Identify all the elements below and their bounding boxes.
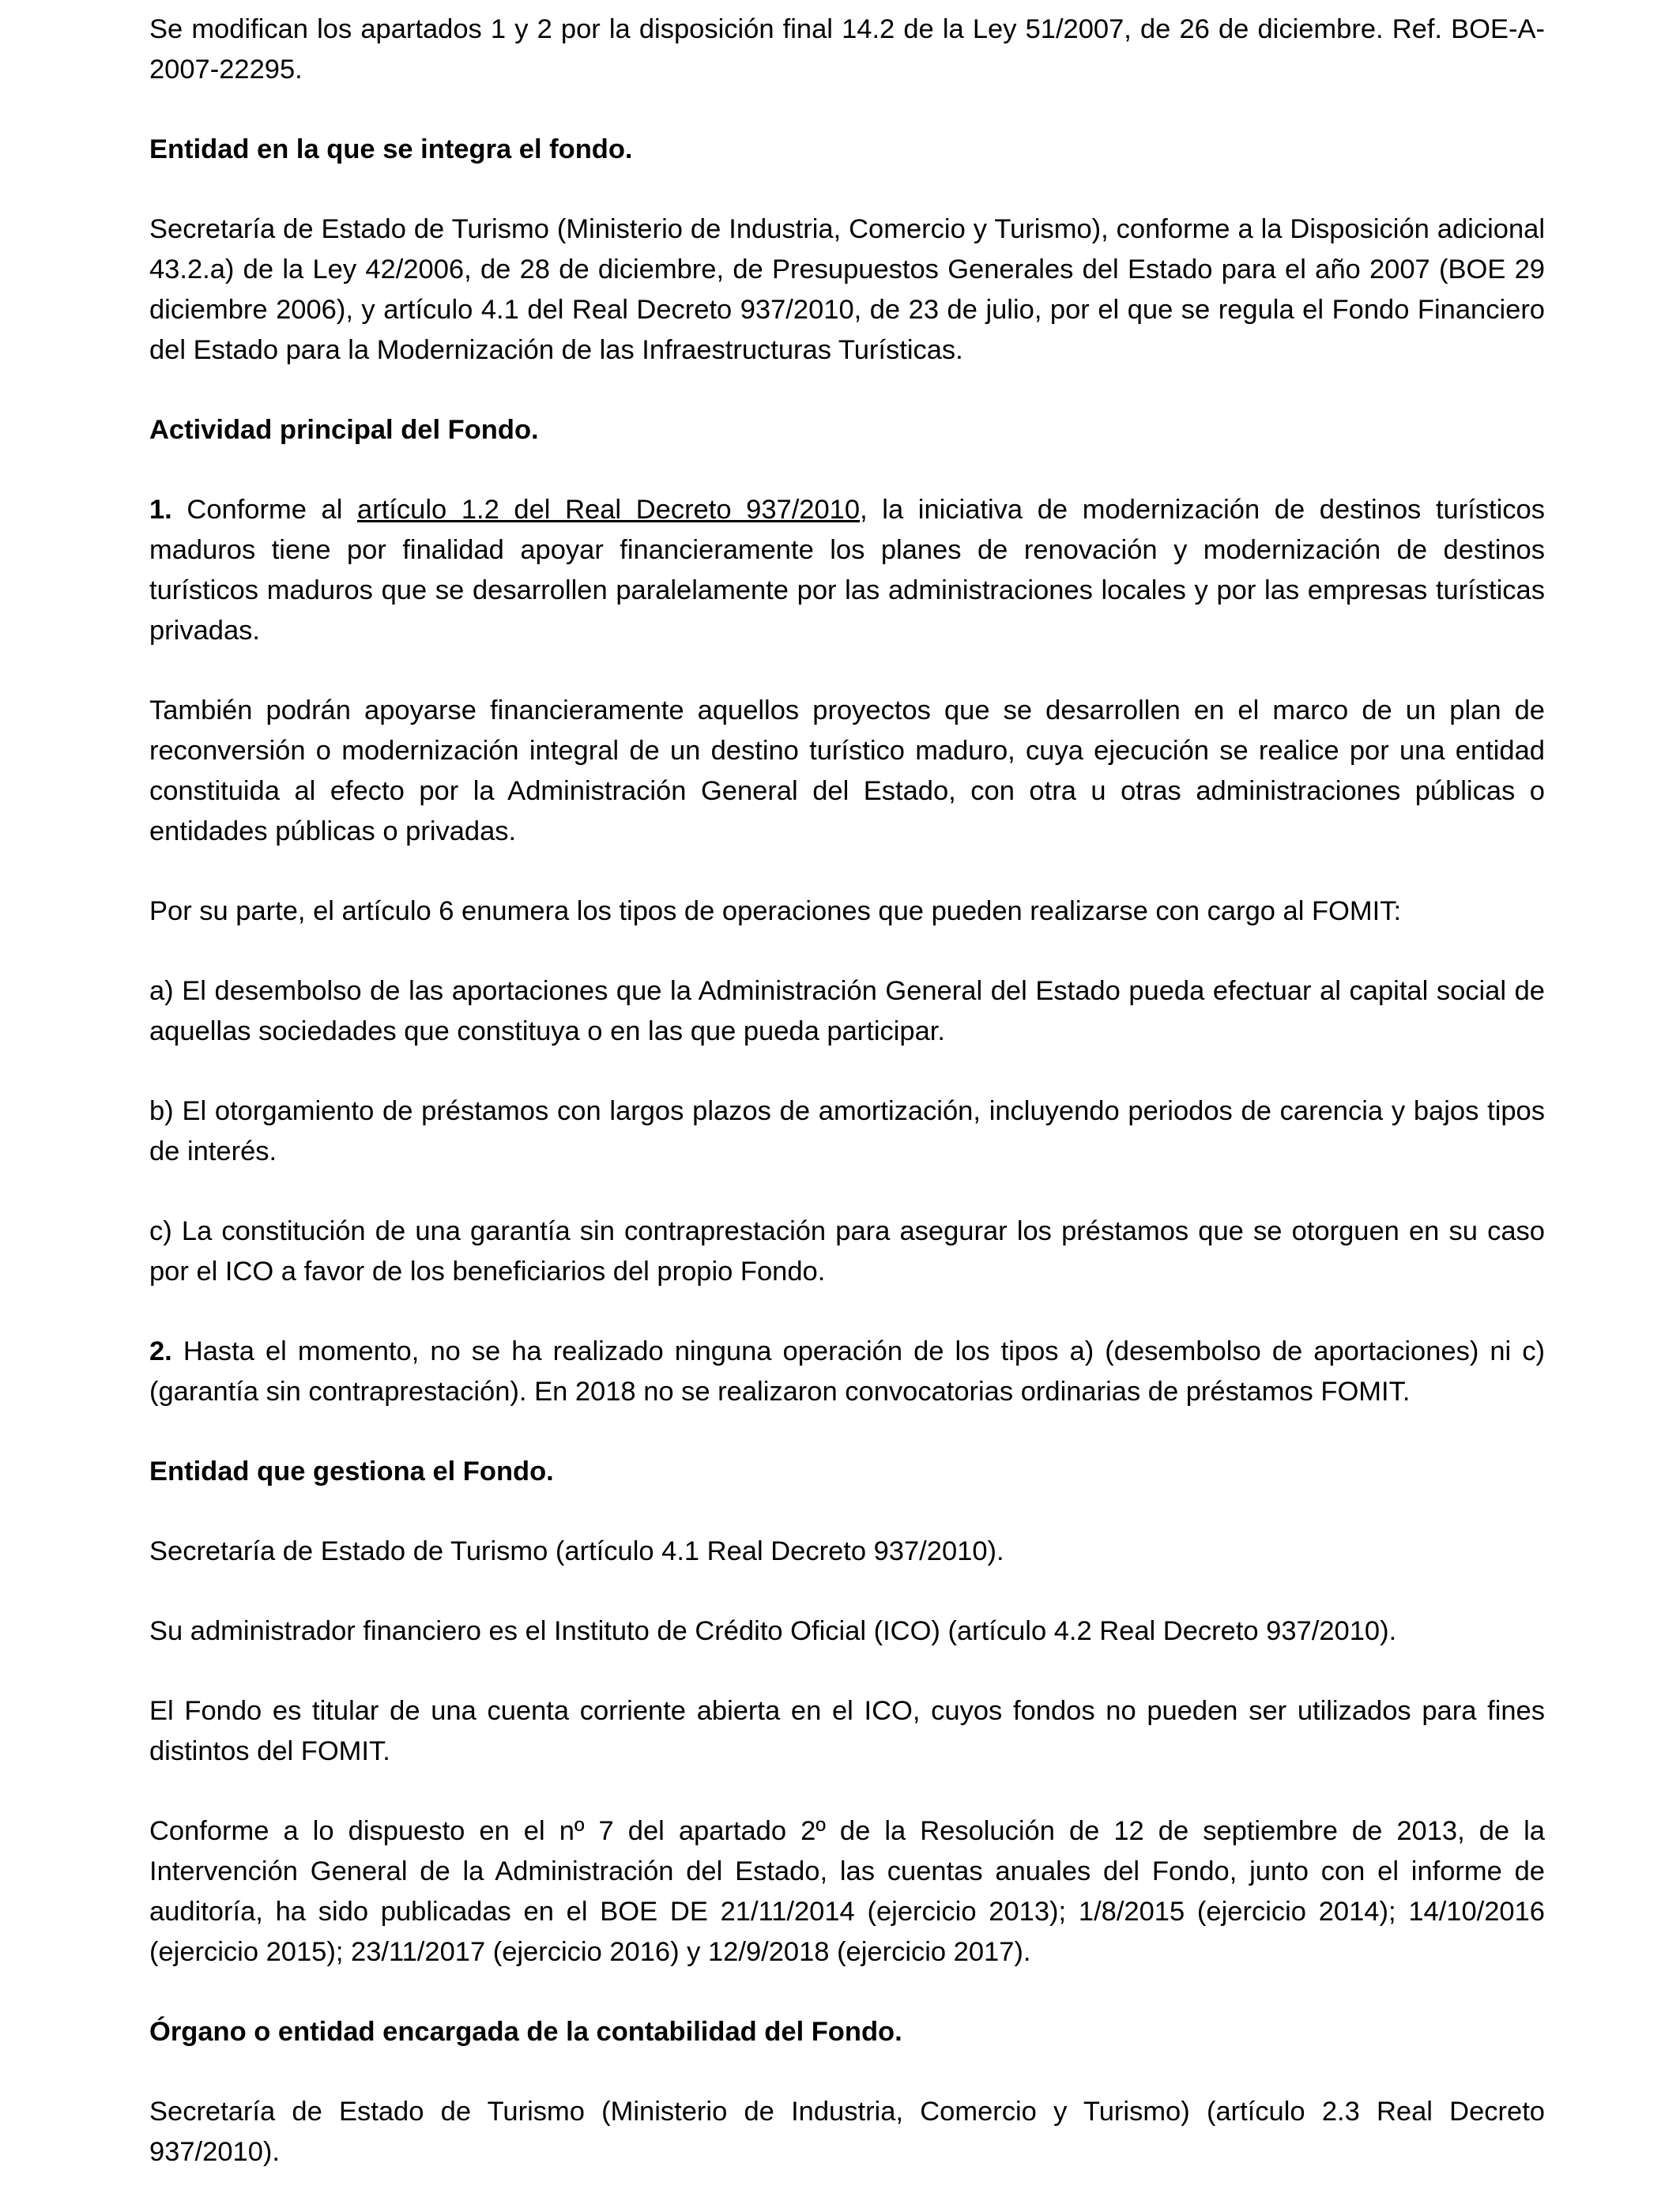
paragraph-entidad-integra: Secretaría de Estado de Turismo (Ministerio de Industria, Comercio y Turismo), conforme a la Disposición adicional 43.2.a) de la Ley 42/2006, de 28 de diciembre, de Presupuestos Generales del Estado para el año 2007 (BOE 29 diciembre 2006), y artículo 4.1 del Real Decreto 937/2010, de 23 de julio, por el que se regula el Fondo Financiero del Estado para la Modernización de las Infraestructuras Turísticas.	[149, 214, 1545, 365]
list-item-a: a) El desembolso de las aportaciones que la Administración General del Estado pueda efectuar al capital social de aquellas sociedades que constituya o en las que pueda participar.	[149, 976, 1545, 1046]
item-number-1: 1.	[149, 495, 172, 525]
paragraph-actividad-2-text: Hasta el momento, no se ha realizado ninguna operación de los tipos a) (desembolso de aportaciones) ni c) (garantía sin contraprestación). En 2018 no se realizaron convocatorias ordinarias de préstamos FOMIT.	[149, 1336, 1545, 1407]
paragraph-actividad-1	[149, 490, 1545, 651]
document-page	[149, 9, 1545, 2212]
heading-entidad-integra: Entidad en la que se integra el fondo.	[149, 134, 633, 164]
paragraph-actividad-1-pre: Conforme al	[171, 495, 358, 525]
heading-organo-contabilidad: Órgano o entidad encargada de la contabilidad del Fondo.	[149, 2017, 902, 2047]
paragraph-modification-note: Se modifican los apartados 1 y 2 por la disposición final 14.2 de la Ley 51/2007, de 26 de diciembre. Ref. BOE-A-2007-22295.	[149, 14, 1545, 85]
paragraph-secretaria-contabilidad: Secretaría de Estado de Turismo (Ministerio de Industria, Comercio y Turismo) (artículo 2.3 Real Decreto 937/2010).	[149, 2097, 1545, 2167]
paragraph-cuentas-anuales: Conforme a lo dispuesto en el nº 7 del apartado 2º de la Resolución de 12 de septiembre de 2013, de la Intervención General de la Administración del Estado, las cuentas anuales del Fondo, junto con el informe de auditoría, ha sido publicadas en el BOE DE 21/11/2014 (ejercicio 2013); 1/8/2015 (ejercicio 2014); 14/10/2016 (ejercicio 2015); 23/11/2017 (ejercicio 2016) y 12/9/2018 (ejercicio 2017).	[149, 1816, 1545, 1967]
paragraph-secretaria-gestiona: Secretaría de Estado de Turismo (artículo 4.1 Real Decreto 937/2010).	[149, 1536, 1004, 1566]
paragraph-tambien-apoyarse: También podrán apoyarse financieramente aquellos proyectos que se desarrollen en el marco de un plan de reconversión o modernización integral de un destino turístico maduro, cuya ejecución se realice por una entidad constituida al efecto por la Administración General del Estado, con otra u otras administraciones públicas o entidades públicas o privadas.	[149, 695, 1545, 846]
paragraph-actividad-2	[149, 1332, 1545, 1412]
item-number-2: 2.	[149, 1336, 172, 1366]
paragraph-cuenta-corriente: El Fondo es titular de una cuenta corriente abierta en el ICO, cuyos fondos no pueden ser utilizados para fines distintos del FOMIT.	[149, 1696, 1545, 1766]
paragraph-actividad-1-post: , la iniciativa de modernización de destinos turísticos maduros tiene por finalidad apoyar financieramente los planes de renovación y modernización de destinos turísticos maduros que se desarrollen paralelamente por las administraciones locales y por las empresas turísticas privadas.	[149, 495, 1545, 646]
list-item-c: c) La constitución de una garantía sin contraprestación para asegurar los préstamos que se otorguen en su caso por el ICO a favor de los beneficiarios del propio Fondo.	[149, 1216, 1545, 1287]
list-item-b: b) El otorgamiento de préstamos con largos plazos de amortización, incluyendo periodos de carencia y bajos tipos de interés.	[149, 1096, 1545, 1166]
paragraph-administrador-financiero: Su administrador financiero es el Instituto de Crédito Oficial (ICO) (artículo 4.2 Real Decreto 937/2010).	[149, 1616, 1397, 1646]
link-articulo-1-2[interactable]: artículo 1.2 del Real Decreto 937/2010	[357, 495, 861, 525]
paragraph-articulo-6: Por su parte, el artículo 6 enumera los tipos de operaciones que pueden realizarse con cargo al FOMIT:	[149, 896, 1402, 926]
heading-actividad-principal: Actividad principal del Fondo.	[149, 415, 539, 445]
heading-entidad-gestiona: Entidad que gestiona el Fondo.	[149, 1456, 554, 1487]
